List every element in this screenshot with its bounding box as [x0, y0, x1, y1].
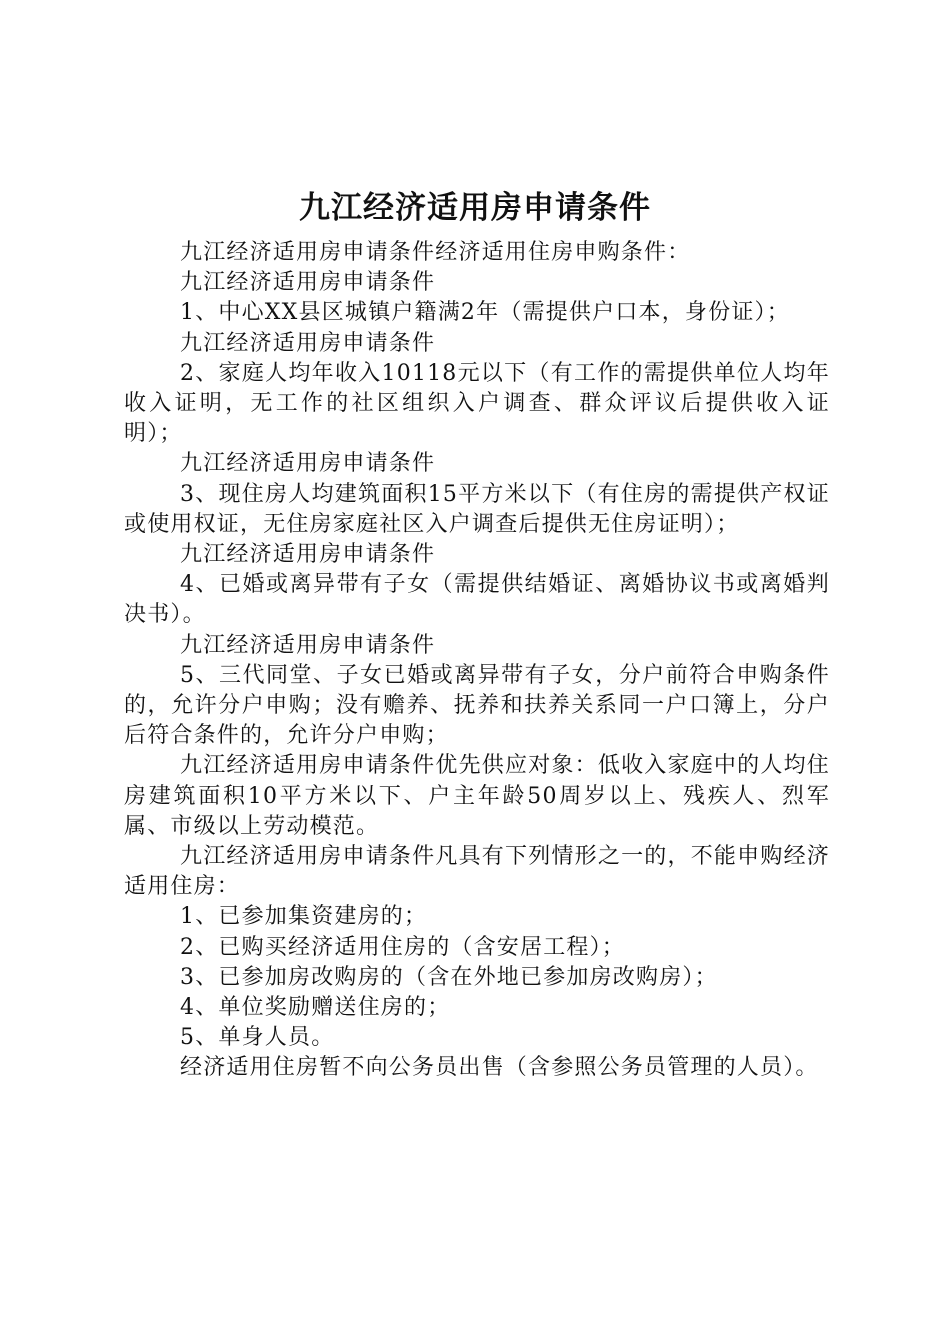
paragraph-exclusion-1: 1、已参加集资建房的；: [180, 904, 428, 930]
paragraph-condition-5: 5、三代同堂、子女已婚或离异带有子女，分户前符合申购条件的，允许分户申购；没有赡养、抚养和扶养关系同一户口簿上，分户后符合条件的，允许分户申购；: [124, 662, 830, 749]
paragraph-condition-3: 3、现住房人均建筑面积15平方米以下（有住房的需提供产权证或使用权证，无住房家庭社区入户调查后提供无住房证明）；: [124, 481, 830, 537]
paragraph-exclusion-4: 4、单位奖励赠送住房的；: [180, 995, 451, 1021]
paragraph-heading: 九江经济适用房申请条件: [180, 330, 436, 356]
paragraph-civil-servant-note: 经济适用住房暂不向公务员出售（含参照公务员管理的人员）。: [180, 1055, 819, 1081]
paragraph-heading: 九江经济适用房申请条件: [180, 451, 436, 477]
paragraph-condition-1: 1、中心XX县区城镇户籍满2年（需提供户口本，身份证）；: [180, 300, 790, 326]
paragraph-heading: 九江经济适用房申请条件: [180, 632, 436, 658]
paragraph-exclusion-3: 3、已参加房改购房的（含在外地已参加房改购房）；: [180, 964, 718, 990]
paragraph-intro: 九江经济适用房申请条件经济适用住房申购条件：: [180, 240, 691, 265]
paragraph-condition-2: 2、家庭人均年收入10118元以下（有工作的需提供单位人均年收入证明，无工作的社区组织入户调查、群众评议后提供收入证明）；: [124, 360, 830, 447]
paragraph-exclusions-intro: 九江经济适用房申请条件凡具有下列情形之一的，不能申购经济适用住房：: [124, 844, 830, 900]
paragraph-condition-4: 4、已婚或离异带有子女（需提供结婚证、离婚协议书或离婚判决书）。: [124, 572, 830, 628]
paragraph-heading: 九江经济适用房申请条件: [180, 270, 436, 296]
document-title: 九江经济适用房申请条件: [299, 190, 651, 226]
paragraph-priority: 九江经济适用房申请条件优先供应对象：低收入家庭中的人均住房建筑面积10平方米以下、户主年龄50周岁以上、残疾人、烈军属、市级以上劳动模范。: [124, 753, 830, 839]
document-body: [124, 238, 830, 1084]
paragraph-exclusion-2: 2、已购买经济适用住房的（含安居工程）；: [180, 934, 625, 960]
paragraph-exclusion-5: 5、单身人员。: [180, 1025, 335, 1051]
paragraph-heading: 九江经济适用房申请条件: [180, 542, 436, 568]
